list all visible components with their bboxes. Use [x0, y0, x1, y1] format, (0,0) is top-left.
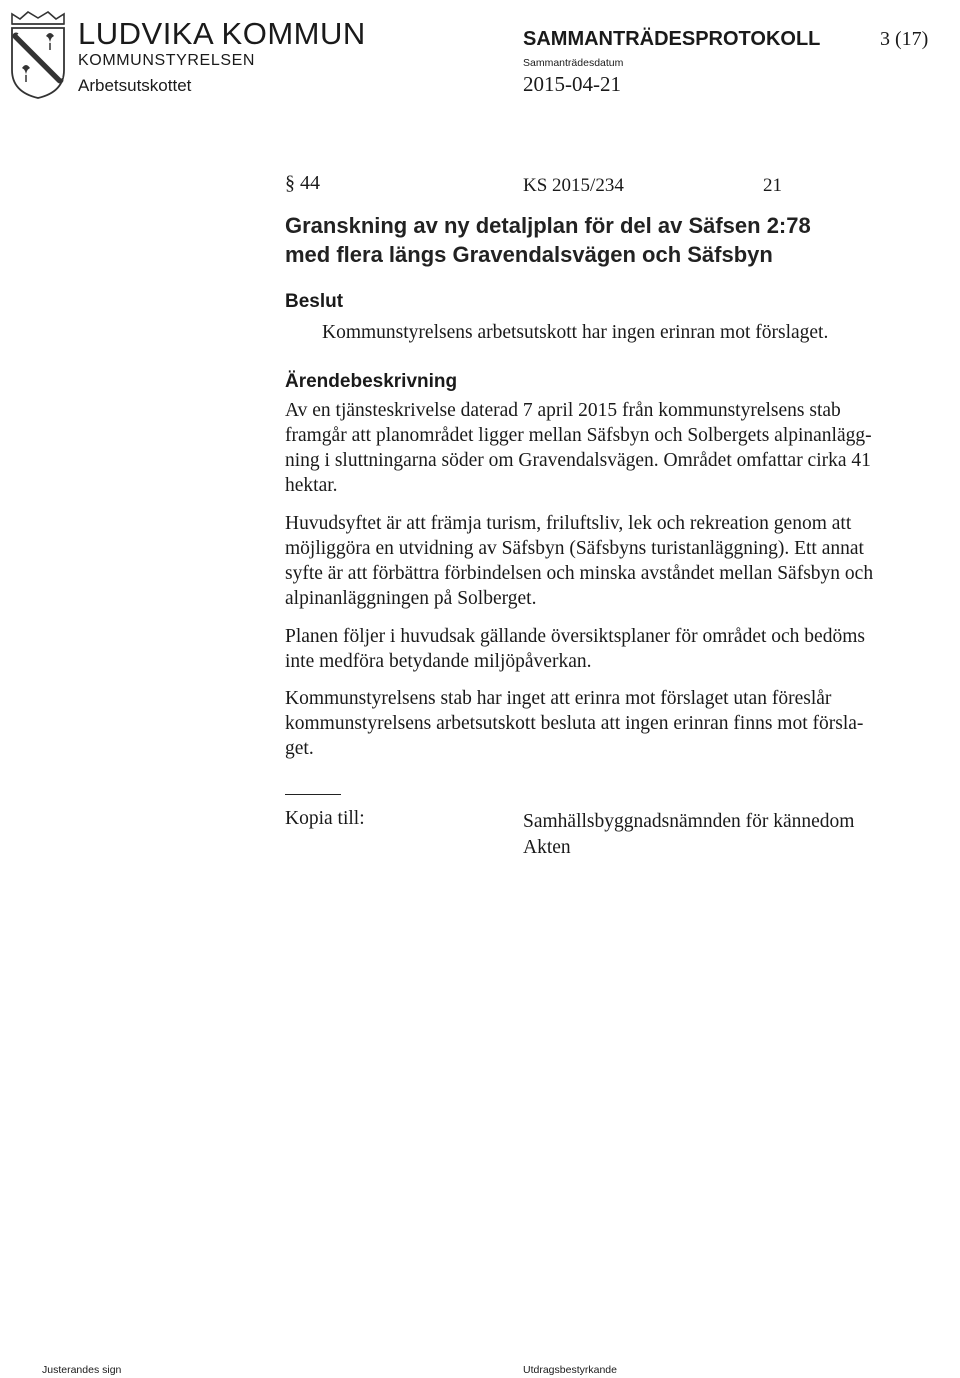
organization-name: LUDVIKA KOMMUN [78, 16, 366, 51]
description-paragraph [285, 398, 940, 498]
paragraph-number: § 44 [285, 172, 320, 194]
description-paragraph [285, 511, 940, 611]
copy-recipients [523, 809, 854, 861]
coat-of-arms-icon [6, 10, 70, 100]
text-line: Av en tjänsteskrivelse daterad 7 april 2015 från kommunstyrelsens stab [285, 400, 841, 421]
text-line: möjliggöra en utvidning av Säfsbyn (Säfsbyns turistanläggning). Ett annat [285, 538, 864, 559]
page-number: 3 (17) [880, 28, 929, 50]
text-line: syfte är att förbättra förbindelsen och minska avståndet mellan Säfsbyn och [285, 563, 874, 584]
organization-unit: KOMMUNSTYRELSEN [78, 52, 256, 69]
case-description-heading: Ärendebeskrivning [285, 371, 458, 392]
meeting-date: 2015-04-21 [523, 72, 621, 96]
committee-name: Arbetsutskottet [78, 76, 192, 95]
document-title: SAMMANTRÄDESPROTOKOLL [523, 28, 821, 50]
copy-to-label: Kopia till: [285, 808, 365, 829]
decision-heading: Beslut [285, 291, 344, 312]
item-heading-line: med flera längs Gravendalsvägen och Säfsbyn [285, 242, 773, 267]
text-line: inte medföra betydande miljöpåverkan. [285, 651, 592, 672]
copy-recipient: Akten [523, 837, 571, 858]
text-line: get. [285, 738, 314, 759]
text-line: hektar. [285, 475, 338, 496]
copy-recipient: Samhällsbyggnadsnämnden för kännedom [523, 811, 855, 832]
page-reference: 21 [763, 175, 782, 196]
item-heading [285, 211, 925, 269]
text-line: kommunstyrelsens arbetsutskott besluta att ingen erinran finns mot försla- [285, 713, 864, 734]
meeting-date-label: Sammanträdesdatum [523, 57, 624, 69]
footer-signature-label: Justerandes sign [42, 1364, 122, 1376]
text-line: alpinanläggningen på Solberget. [285, 588, 537, 609]
description-paragraph [285, 686, 940, 761]
text-line: framgår att planområdet ligger mellan Säfsbyn och Solbergets alpinanlägg- [285, 425, 872, 446]
text-line: Huvudsyftet är att främja turism, friluftsliv, lek och rekreation genom att [285, 513, 852, 534]
text-line: Kommunstyrelsens stab har inget att erinra mot förslaget utan föreslår [285, 688, 832, 709]
text-line: ning i sluttningarna söder om Gravendalsvägen. Området omfattar cirka 41 [285, 450, 871, 471]
case-number: KS 2015/234 [523, 175, 624, 196]
item-heading-line: Granskning av ny detaljplan för del av Säfsen 2:78 [285, 213, 811, 238]
decision-text: Kommunstyrelsens arbetsutskott har ingen erinran mot förslaget. [322, 322, 829, 343]
separator-line [285, 794, 341, 795]
description-paragraph [285, 624, 940, 674]
text-line: Planen följer i huvudsak gällande översiktsplaner för området och bedöms [285, 626, 865, 647]
footer-certification-label: Utdragsbestyrkande [523, 1364, 617, 1376]
